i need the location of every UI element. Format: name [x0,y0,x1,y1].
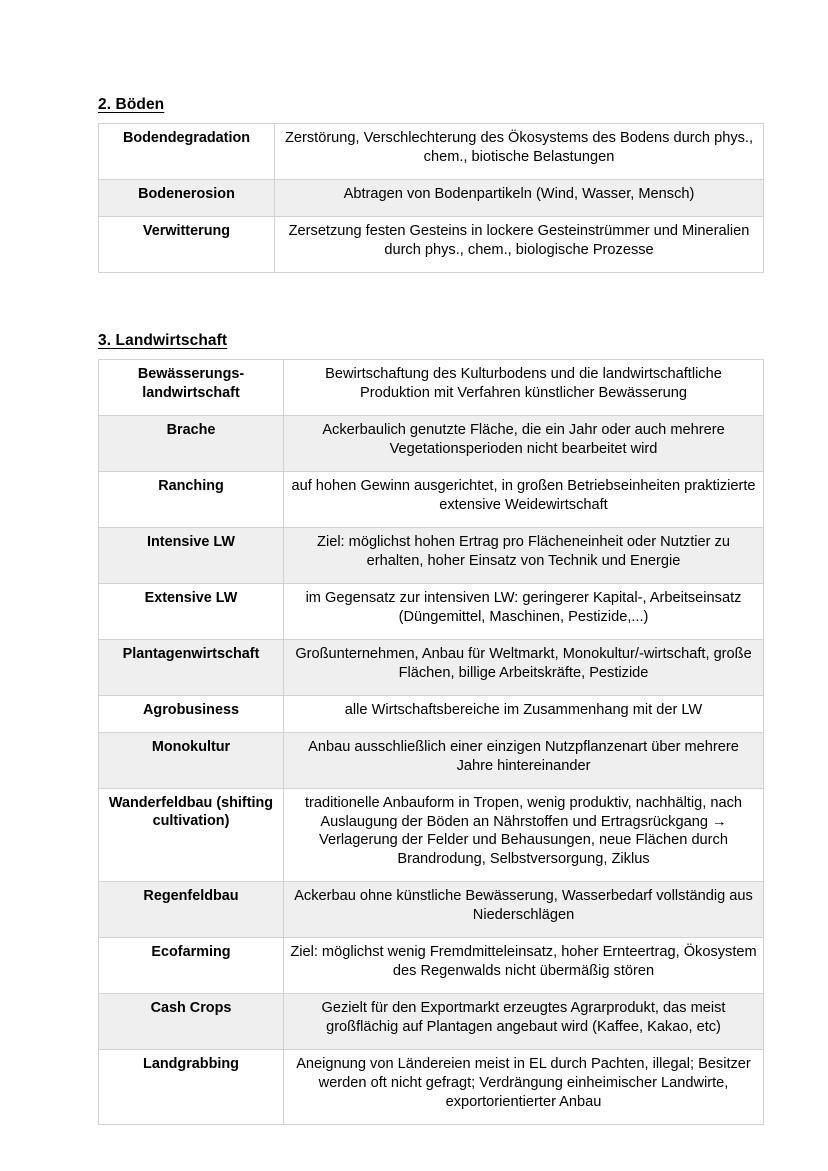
table-row [99,938,764,994]
table-row [99,216,764,272]
definition-cell: Zersetzung festen Gesteins in lockere Gesteinstrümmer und Mineralien durch phys., chem., biologische Prozesse [275,216,764,272]
term-cell: Plantagenwirtschaft [99,639,284,695]
term-cell: Extensive LW [99,583,284,639]
table-body-boeden [99,124,764,273]
definition-cell: Ackerbaulich genutzte Fläche, die ein Jahr oder auch mehrere Vegetationsperioden nicht bearbeitet wird [284,415,764,471]
table-row [99,639,764,695]
term-cell: Verwitterung [99,216,275,272]
table-row [99,695,764,732]
table-row [99,994,764,1050]
term-cell: Landgrabbing [99,1050,284,1125]
table-row [99,1050,764,1125]
term-cell: Ecofarming [99,938,284,994]
definition-cell: alle Wirtschaftsbereiche im Zusammenhang mit der LW [284,695,764,732]
term-cell: Wanderfeldbau (shifting cultivation) [99,788,284,882]
term-cell: Bodendegradation [99,124,275,180]
term-cell: Intensive LW [99,527,284,583]
definition-cell: auf hohen Gewinn ausgerichtet, in großen Betriebseinheiten praktizierte extensive Weidewirtschaft [284,471,764,527]
term-cell: Ranching [99,471,284,527]
table-body-landwirtschaft [99,360,764,1125]
term-cell: Regenfeldbau [99,882,284,938]
definition-cell: im Gegensatz zur intensiven LW: geringerer Kapital-, Arbeitseinsatz (Düngemittel, Maschinen, Pestizide,...) [284,583,764,639]
table-row [99,732,764,788]
term-cell: Bodenerosion [99,179,275,216]
table-row [99,179,764,216]
table-row [99,882,764,938]
section-boeden [98,96,764,273]
definition-cell: Abtragen von Bodenpartikeln (Wind, Wasser, Mensch) [275,179,764,216]
table-row [99,124,764,180]
table-row [99,415,764,471]
table-row [99,360,764,416]
term-cell: Agrobusiness [99,695,284,732]
definition-cell: Anbau ausschließlich einer einzigen Nutzpflanzenart über mehrere Jahre hintereinander [284,732,764,788]
term-cell: Cash Crops [99,994,284,1050]
section-heading-boeden: 2. Böden [98,96,165,113]
table-row [99,788,764,882]
definition-cell: Gezielt für den Exportmarkt erzeugtes Agrarprodukt, das meist großflächig auf Plantagen angebaut wird (Kaffee, Kakao, etc) [284,994,764,1050]
definition-cell: Ziel: möglichst hohen Ertrag pro Flächeneinheit oder Nutztier zu erhalten, hoher Einsatz von Technik und Energie [284,527,764,583]
definition-cell: Aneignung von Ländereien meist in EL durch Pachten, illegal; Besitzer werden oft nicht gefragt; Verdrängung einheimischer Landwirte, exportorientierter Anbau [284,1050,764,1125]
table-row [99,527,764,583]
term-cell: Bewässerungs-landwirtschaft [99,360,284,416]
definition-cell: Großunternehmen, Anbau für Weltmarkt, Monokultur/-wirtschaft, große Flächen, billige Arbeitskräfte, Pestizide [284,639,764,695]
glossary-table-landwirtschaft [98,359,764,1125]
section-landwirtschaft [98,332,764,1125]
term-cell: Monokultur [99,732,284,788]
definition-cell: Zerstörung, Verschlechterung des Ökosystems des Bodens durch phys., chem., biotische Belastungen [275,124,764,180]
glossary-table-boeden [98,123,764,273]
section-heading-landwirtschaft: 3. Landwirtschaft [98,332,228,349]
definition-cell: Ackerbau ohne künstliche Bewässerung, Wasserbedarf vollständig aus Niederschlägen [284,882,764,938]
definition-cell: Bewirtschaftung des Kulturbodens und die landwirtschaftliche Produktion mit Verfahren künstlicher Bewässerung [284,360,764,416]
definition-cell: Ziel: möglichst wenig Fremdmitteleinsatz, hoher Ernteertrag, Ökosystem des Regenwalds nicht übermäßig stören [284,938,764,994]
table-row [99,471,764,527]
definition-cell: traditionelle Anbauform in Tropen, wenig produktiv, nachhältig, nach Auslaugung der Böden an Nährstoffen und Ertragsrückgang → Verlagerung der Felder und Behausungen, neue Flächen durch Brandrodung, Selbstversorgung, Ziklus [284,788,764,882]
table-row [99,583,764,639]
term-cell: Brache [99,415,284,471]
